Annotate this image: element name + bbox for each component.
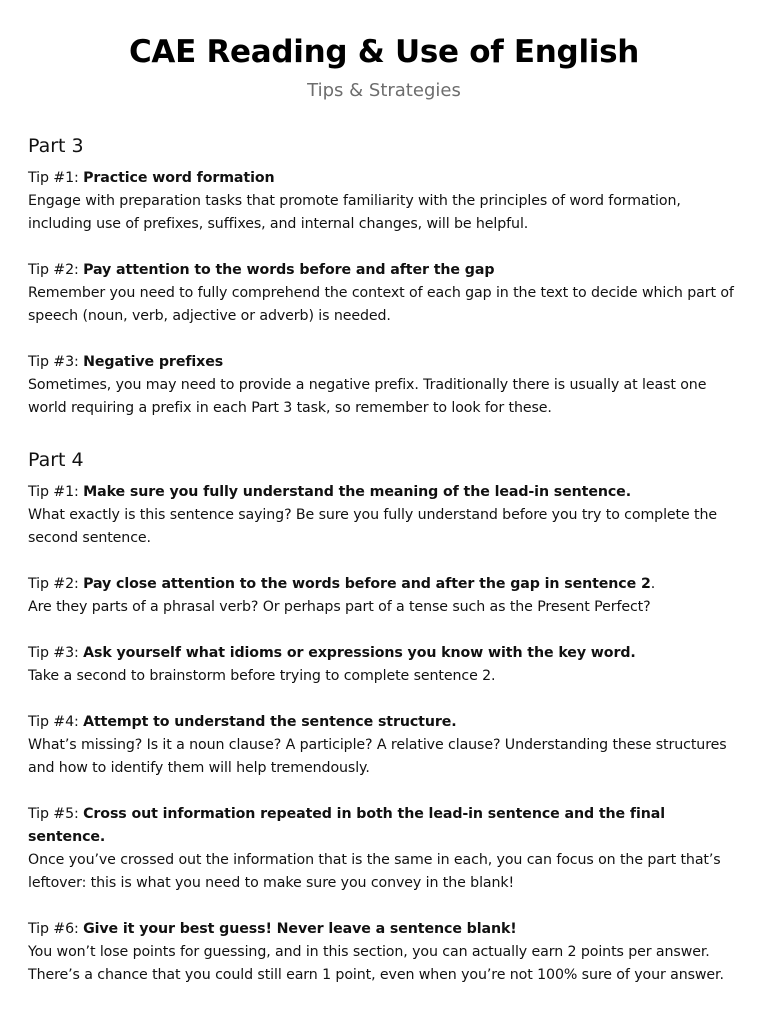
tip-body: What exactly is this sentence saying? Be sure you fully understand before you try to complete the second sentence. — [28, 507, 718, 546]
document-title: CAE Reading & Use of English — [128, 34, 640, 70]
tip-part3-1 — [28, 167, 740, 236]
tip-body: You won’t lose points for guessing, and in this section, you can actually earn 2 points per answer. There’s a chance that you could still earn 1 point, even when you’re not 100% sure of your answer. — [28, 944, 724, 983]
tip-label: Tip #2: — [28, 576, 84, 592]
tip-label: Tip #3: — [28, 645, 84, 661]
tip-part4-4 — [28, 711, 740, 780]
tip-heading: Practice word formation — [83, 170, 275, 186]
tip-label: Tip #4: — [28, 714, 84, 730]
tip-heading: Pay attention to the words before and after the gap — [83, 262, 495, 278]
tip-label: Tip #1: — [28, 170, 84, 186]
tip-body: What’s missing? Is it a noun clause? A participle? A relative clause? Understanding these structures and how to identify them will help tremendously. — [28, 737, 727, 776]
tip-body: Once you’ve crossed out the information that is the same in each, you can focus on the part that’s leftover: this is what you need to make sure you convey in the blank! — [28, 852, 721, 891]
section-title-part-4: Part 4 — [28, 449, 84, 471]
tip-part4-1 — [28, 481, 740, 550]
tip-label: Tip #5: — [28, 806, 84, 822]
document-subtitle: Tips & Strategies — [307, 80, 461, 101]
tip-body: Remember you need to fully comprehend the context of each gap in the text to decide which part of speech (noun, verb, adjective or adverb) is needed. — [28, 285, 734, 324]
section-title-part-3: Part 3 — [28, 135, 84, 157]
tip-body: Sometimes, you may need to provide a negative prefix. Traditionally there is usually at least one world requiring a prefix in each Part 3 task, so remember to look for these. — [28, 377, 707, 416]
tip-body: Are they parts of a phrasal verb? Or perhaps part of a tense such as the Present Perfect? — [28, 599, 651, 615]
tip-heading: Ask yourself what idioms or expressions you know with the key word. — [83, 645, 636, 661]
tip-part4-3 — [28, 642, 740, 688]
tip-label: Tip #3: — [28, 354, 84, 370]
tip-heading: Cross out information repeated in both the lead-in sentence and the final sentence. — [28, 806, 665, 845]
tip-body: Take a second to brainstorm before trying to complete sentence 2. — [28, 668, 496, 684]
tip-part4-2 — [28, 573, 740, 619]
tip-label: Tip #2: — [28, 262, 84, 278]
tip-heading: Make sure you fully understand the meaning of the lead-in sentence. — [83, 484, 631, 500]
tip-heading: Negative prefixes — [83, 354, 224, 370]
tip-heading: Pay close attention to the words before and after the gap in sentence 2 — [83, 576, 651, 592]
tip-part3-2 — [28, 259, 740, 328]
tip-body: Engage with preparation tasks that promote familiarity with the principles of word formation, including use of prefixes, suffixes, and internal changes, will be helpful. — [28, 193, 681, 232]
tip-label: Tip #1: — [28, 484, 84, 500]
tip-heading: Attempt to understand the sentence structure. — [83, 714, 457, 730]
tip-part4-6 — [28, 918, 740, 987]
tip-label: Tip #6: — [28, 921, 84, 937]
tip-heading: Give it your best guess! Never leave a sentence blank! — [83, 921, 517, 937]
tip-part4-5 — [28, 803, 740, 895]
tip-part3-3 — [28, 351, 740, 420]
tip-heading-suffix: . — [650, 576, 656, 592]
